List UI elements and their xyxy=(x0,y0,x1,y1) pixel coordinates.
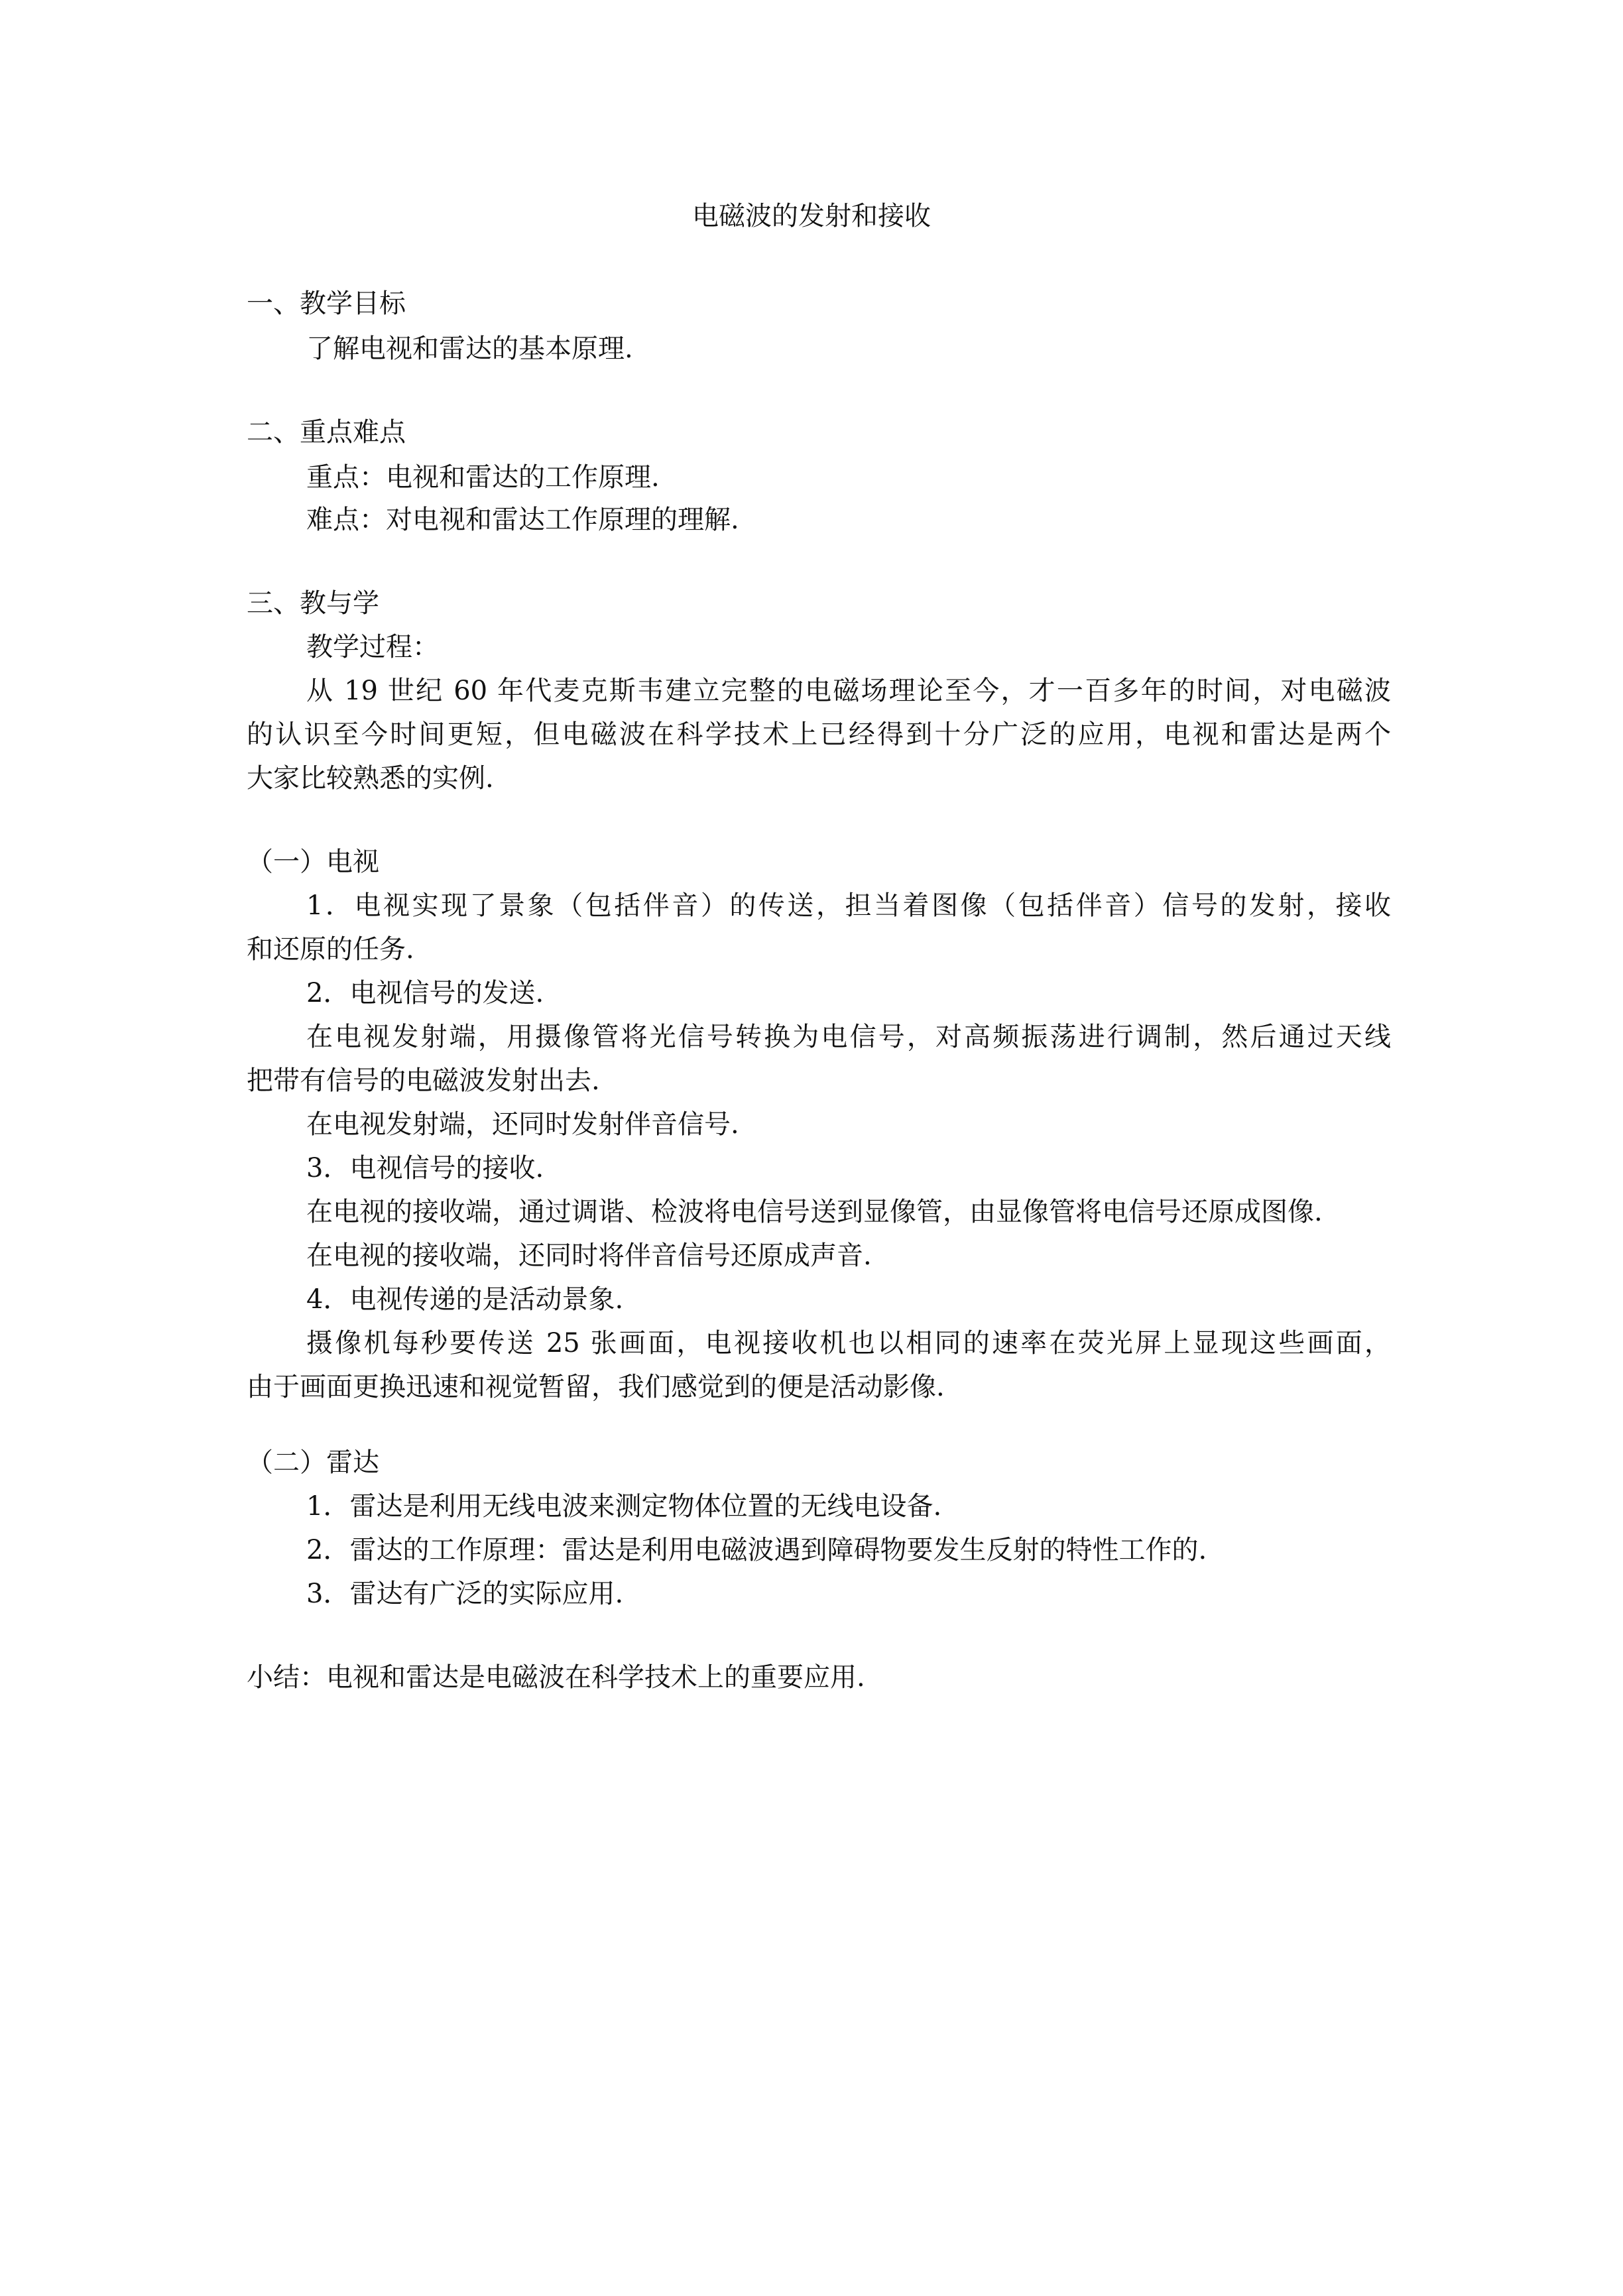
difficult-point-text: 难点：对电视和雷达工作原理的理解. xyxy=(306,505,739,535)
section-heading-key-points: 二、重点难点 xyxy=(247,417,406,448)
tv-point-2b: 在电视发射端，还同时发射伴音信号. xyxy=(306,1109,739,1140)
tv-point-1-line-2: 和还原的任务. xyxy=(247,934,414,965)
subsection-heading-tv: （一）电视 xyxy=(247,847,379,877)
tv-point-3a: 在电视的接收端，通过调谐、检波将电信号送到显像管，由显像管将电信号还原成图像. xyxy=(306,1197,1323,1227)
tv-point-2: 2．电视信号的发送. xyxy=(306,978,544,1008)
intro-line-1: 从 19 世纪 60 年代麦克斯韦建立完整的电磁场理论至今，才一百多年的时间，对电磁波 xyxy=(306,676,1391,706)
summary-text: 小结：电视和雷达是电磁波在科学技术上的重要应用. xyxy=(247,1662,865,1693)
intro-line-2: 的认识至今时间更短，但电磁波在科学技术上已经得到十分广泛的应用，电视和雷达是两个 xyxy=(247,719,1391,750)
document-title: 电磁波的发射和接收 xyxy=(692,201,931,231)
key-point-text: 重点：电视和雷达的工作原理. xyxy=(306,462,660,493)
section-heading-goals: 一、教学目标 xyxy=(247,288,406,319)
tv-point-3b: 在电视的接收端，还同时将伴音信号还原成声音. xyxy=(306,1240,872,1271)
intro-line-3: 大家比较熟悉的实例. xyxy=(247,763,494,794)
tv-point-2a-line-1: 在电视发射端，用摄像管将光信号转换为电信号，对高频振荡进行调制，然后通过天线 xyxy=(306,1022,1391,1052)
tv-point-1-line-1: 1．电视实现了景象（包括伴音）的传送，担当着图像（包括伴音）信号的发射，接收 xyxy=(306,890,1391,921)
tv-point-4: 4．电视传递的是活动景象. xyxy=(306,1284,624,1315)
goal-text: 了解电视和雷达的基本原理. xyxy=(306,333,633,364)
tv-point-3: 3．电视信号的接收. xyxy=(306,1153,544,1183)
tv-point-4a-line-1: 摄像机每秒要传送 25 张画面，电视接收机也以相同的速率在荧光屏上显现这些画面， xyxy=(306,1328,1391,1359)
radar-point-1: 1．雷达是利用无线电波来测定物体位置的无线电设备. xyxy=(306,1491,942,1522)
radar-point-3: 3．雷达有广泛的实际应用. xyxy=(306,1579,624,1609)
section-heading-teaching: 三、教与学 xyxy=(247,588,379,619)
teaching-process-label: 教学过程： xyxy=(306,632,439,662)
tv-point-4a-line-2: 由于画面更换迅速和视觉暂留，我们感觉到的便是活动影像. xyxy=(247,1372,945,1402)
subsection-heading-radar: （二）雷达 xyxy=(247,1447,379,1478)
tv-point-2a-line-2: 把带有信号的电磁波发射出去. xyxy=(247,1065,600,1096)
radar-point-2: 2．雷达的工作原理：雷达是利用电磁波遇到障碍物要发生反射的特性工作的. xyxy=(306,1535,1207,1565)
